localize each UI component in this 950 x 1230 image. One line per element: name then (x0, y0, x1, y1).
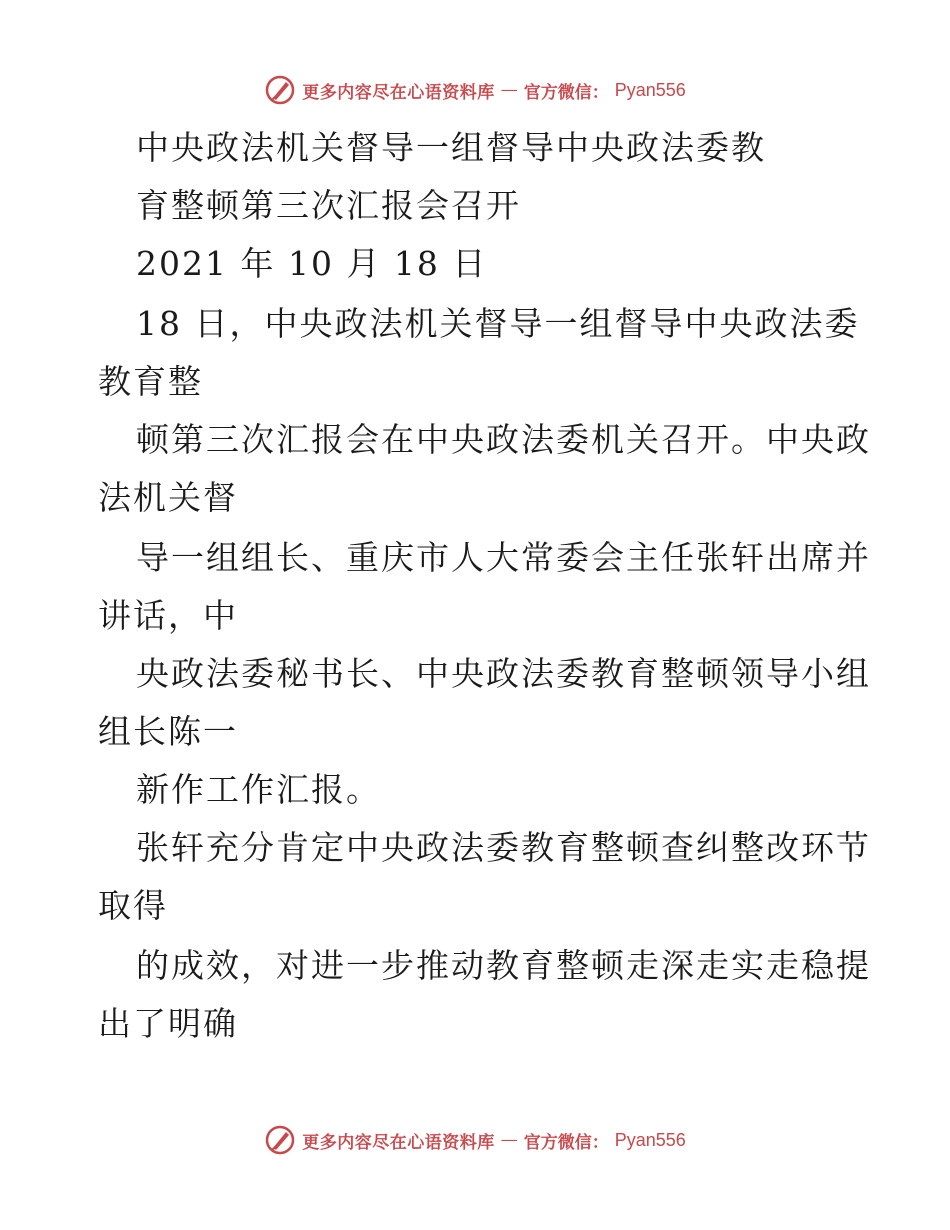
paragraph-line: 出了明确 (98, 1004, 238, 1043)
banner-site-text: 更多内容尽在心语资料库 (302, 82, 495, 103)
footer-banner (0, 1120, 950, 1160)
paragraph-line: 教育整 (98, 362, 203, 401)
quill-pen-logo-icon (264, 74, 296, 106)
banner-site-text: 更多内容尽在心语资料库 (302, 1132, 495, 1153)
banner-wechat-id: Pyan556 (614, 1129, 686, 1150)
header-banner (0, 70, 950, 110)
paragraph-line: 张轩充分肯定中央政法委教育整顿查纠整改环节 (136, 828, 871, 867)
banner-dash: — (500, 80, 518, 100)
doc-title-line-1: 中央政法机关督导一组督导中央政法委教 (136, 128, 766, 167)
banner-wechat-label: 官方微信： (523, 82, 609, 103)
paragraph-line: 导一组组长、重庆市人大常委会主任张轩出席并 (136, 538, 871, 577)
banner-wechat-label: 官方微信： (523, 1132, 609, 1153)
doc-title-line-2: 育整顿第三次汇报会召开 (136, 186, 521, 225)
paragraph-line: 组长陈一 (98, 712, 238, 751)
paragraph-line: 18 日，中央政法机关督导一组督导中央政法委 (136, 304, 860, 343)
banner-dash: — (500, 1130, 518, 1150)
paragraph-line: 央政法委秘书长、中央政法委教育整顿领导小组 (136, 654, 871, 693)
paragraph-line: 顿第三次汇报会在中央政法委机关召开。中央政 (136, 420, 871, 459)
quill-pen-logo-icon (264, 1124, 296, 1156)
paragraph-line: 法机关督 (98, 478, 238, 517)
banner-wechat-id: Pyan556 (614, 79, 686, 100)
paragraph-line: 取得 (98, 886, 168, 925)
paragraph-line: 的成效，对进一步推动教育整顿走深走实走稳提 (136, 946, 871, 985)
doc-date: 2021 年 10 月 18 日 (136, 244, 488, 283)
paragraph-line: 新作工作汇报。 (136, 770, 381, 809)
paragraph-line: 讲话，中 (98, 596, 238, 635)
